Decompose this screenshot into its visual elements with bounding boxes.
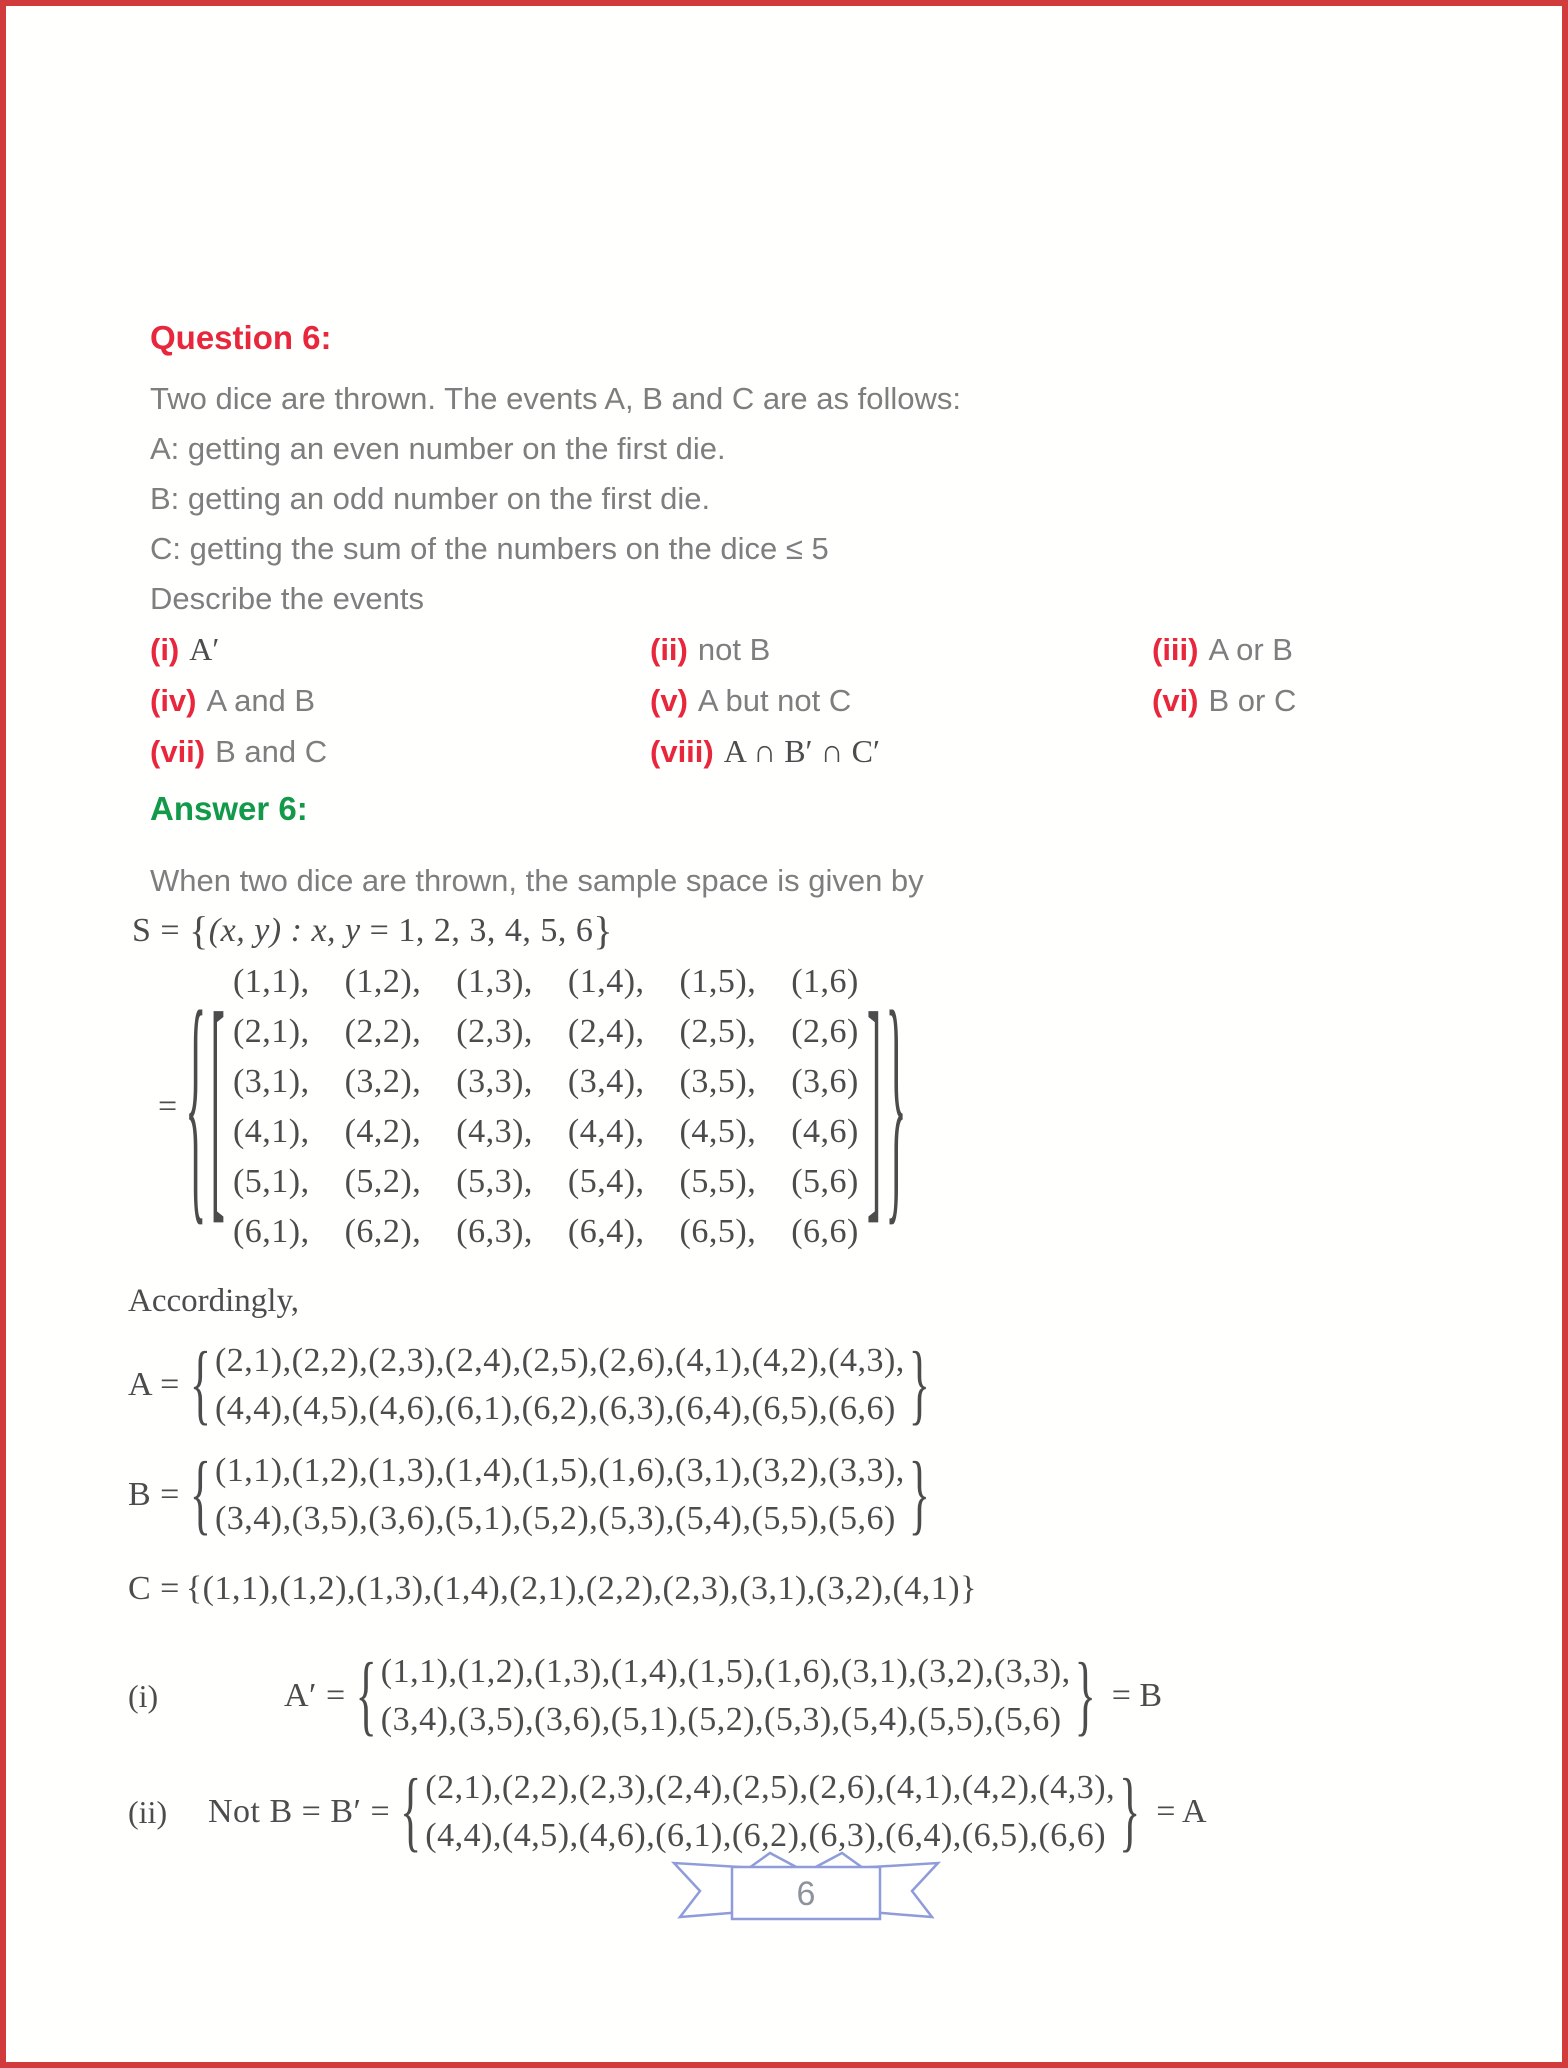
page-number-ribbon [656, 1849, 956, 1934]
set-line: (4,4),(4,5),(4,6),(6,1),(6,2),(6,3),(6,4),(6,5),(6,6) [214, 1390, 896, 1427]
page-content [128, 318, 1480, 1862]
describe-events-grid [150, 624, 1480, 777]
item-text: not B [697, 632, 771, 667]
set-line: (4,4),(4,5),(4,6),(6,1),(6,2),(6,3),(6,4),(6,5),(6,6) [425, 1817, 1107, 1854]
item-ii [650, 624, 1152, 675]
item-text: B or C [1208, 683, 1297, 718]
sample-space-matrix [158, 957, 1480, 1257]
brace-close: } [885, 959, 907, 1249]
matrix-rows [227, 957, 865, 1257]
set-b-lines [215, 1447, 905, 1543]
item-number: (iii) [1152, 632, 1199, 667]
part-i-result: = B [1111, 1677, 1163, 1714]
set-a-lhs: A = [128, 1366, 180, 1403]
item-viii [650, 726, 1152, 777]
question-intro: Two dice are thrown. The events A, B and C are as follows: [150, 381, 962, 416]
brace-close: } [908, 1333, 930, 1435]
item-text: A′ [189, 631, 220, 667]
bracket-open: [ [210, 962, 225, 1247]
matrix-row: (3,1), (3,2), (3,3), (3,4), (3,5), (3,6) [232, 1063, 859, 1100]
part-ii-result: = A [1156, 1793, 1207, 1830]
brace-open: { [189, 1333, 211, 1435]
bracket-close: ] [866, 962, 882, 1247]
brace-close: } [1074, 1644, 1096, 1746]
brace-open: { [189, 908, 209, 953]
set-a-lines [215, 1337, 905, 1433]
item-number: (vii) [150, 734, 206, 769]
brace-close: } [1119, 1760, 1141, 1862]
set-b-lhs: B = [128, 1476, 180, 1513]
item-text: A but not C [697, 683, 852, 718]
item-text: A or B [1208, 632, 1293, 667]
set-line: (2,1),(2,2),(2,3),(2,4),(2,5),(2,6),(4,1),(4,2),(4,3), [214, 1342, 905, 1379]
item-number: (ii) [650, 632, 688, 667]
event-b-line: B: getting an odd number on the first die. [150, 481, 711, 516]
describe-events-line: Describe the events [150, 581, 424, 616]
item-number: (viii) [650, 734, 714, 769]
event-c-line: C: getting the sum of the numbers on the dice ≤ 5 [150, 531, 829, 566]
item-v [650, 675, 1152, 726]
set-c-body: {(1,1),(1,2),(1,3),(1,4),(2,1),(2,2),(2,3),(3,1),(3,2),(4,1)} [185, 1570, 977, 1607]
question-heading: Question 6: [150, 319, 332, 356]
set-line: (3,4),(3,5),(3,6),(5,1),(5,2),(5,3),(5,4),(5,5),(5,6) [214, 1500, 896, 1537]
set-line: (2,1),(2,2),(2,3),(2,4),(2,5),(2,6),(4,1),(4,2),(4,3), [425, 1769, 1116, 1806]
item-iv [150, 675, 650, 726]
part-i-lhs: A′ = [284, 1677, 346, 1714]
item-i [150, 624, 650, 675]
part-i-lines [381, 1648, 1071, 1744]
set-b-equation [128, 1443, 1480, 1545]
matrix-row: (4,1), (4,2), (4,3), (4,4), (4,5), (4,6) [232, 1113, 859, 1150]
answer-intro: When two dice are thrown, the sample space is given by [150, 863, 924, 898]
item-number: (iv) [150, 683, 197, 718]
set-line: (1,1),(1,2),(1,3),(1,4),(1,5),(1,6),(3,1),(3,2),(3,3), [214, 1452, 905, 1489]
set-a-equation [128, 1333, 1480, 1435]
answer-heading: Answer 6: [150, 790, 308, 827]
matrix-row: (6,1), (6,2), (6,3), (6,4), (6,5), (6,6) [232, 1213, 859, 1250]
set-line: (3,4),(3,5),(3,6),(5,1),(5,2),(5,3),(5,4),(5,5),(5,6) [380, 1701, 1062, 1738]
page-number: 6 [796, 1875, 816, 1913]
part-ii-label: (ii) [128, 1793, 168, 1830]
part-ii-lines [425, 1764, 1115, 1860]
item-number: (vi) [1152, 683, 1199, 718]
set-c-lhs: C = [128, 1570, 180, 1607]
set-line: (1,1),(1,2),(1,3),(1,4),(1,5),(1,6),(3,1),(3,2),(3,3), [380, 1653, 1071, 1690]
brace-open: { [185, 959, 207, 1249]
matrix-row: (2,1), (2,2), (2,3), (2,4), (2,5), (2,6) [232, 1013, 859, 1050]
brace-open: { [355, 1644, 377, 1746]
brace-close: } [593, 908, 614, 953]
matrix-row: (5,1), (5,2), (5,3), (5,4), (5,5), (5,6) [232, 1163, 859, 1200]
brace-open: { [400, 1760, 422, 1862]
sample-space-variables: (x, y) : x, y [208, 912, 361, 949]
item-number: (v) [650, 683, 688, 718]
item-text: B and C [215, 734, 328, 769]
part-ii-lhs: Not B = B′ = [208, 1793, 391, 1830]
brace-open: { [189, 1443, 211, 1545]
item-vi [1152, 675, 1480, 726]
part-ii-equation [128, 1760, 1480, 1862]
sample-space-equation [132, 909, 1480, 953]
item-number: (i) [150, 632, 180, 667]
sample-space-prefix: S = [132, 912, 190, 949]
set-c-equation [128, 1565, 1480, 1613]
sample-space-values: = 1, 2, 3, 4, 5, 6 [360, 912, 594, 949]
matrix-row: (1,1), (1,2), (1,3), (1,4), (1,5), (1,6) [232, 963, 859, 1000]
equals-sign: = [158, 1088, 178, 1125]
part-i-label: (i) [128, 1677, 159, 1714]
item-text: A ∩ B′ ∩ C′ [723, 733, 880, 769]
item-text: A and B [206, 683, 316, 718]
part-i-equation [128, 1644, 1480, 1746]
accordingly-line: Accordingly, [128, 1283, 300, 1319]
brace-close: } [908, 1443, 930, 1545]
event-a-line: A: getting an even number on the first die. [150, 431, 726, 466]
item-vii [150, 726, 650, 777]
item-iii [1152, 624, 1480, 675]
